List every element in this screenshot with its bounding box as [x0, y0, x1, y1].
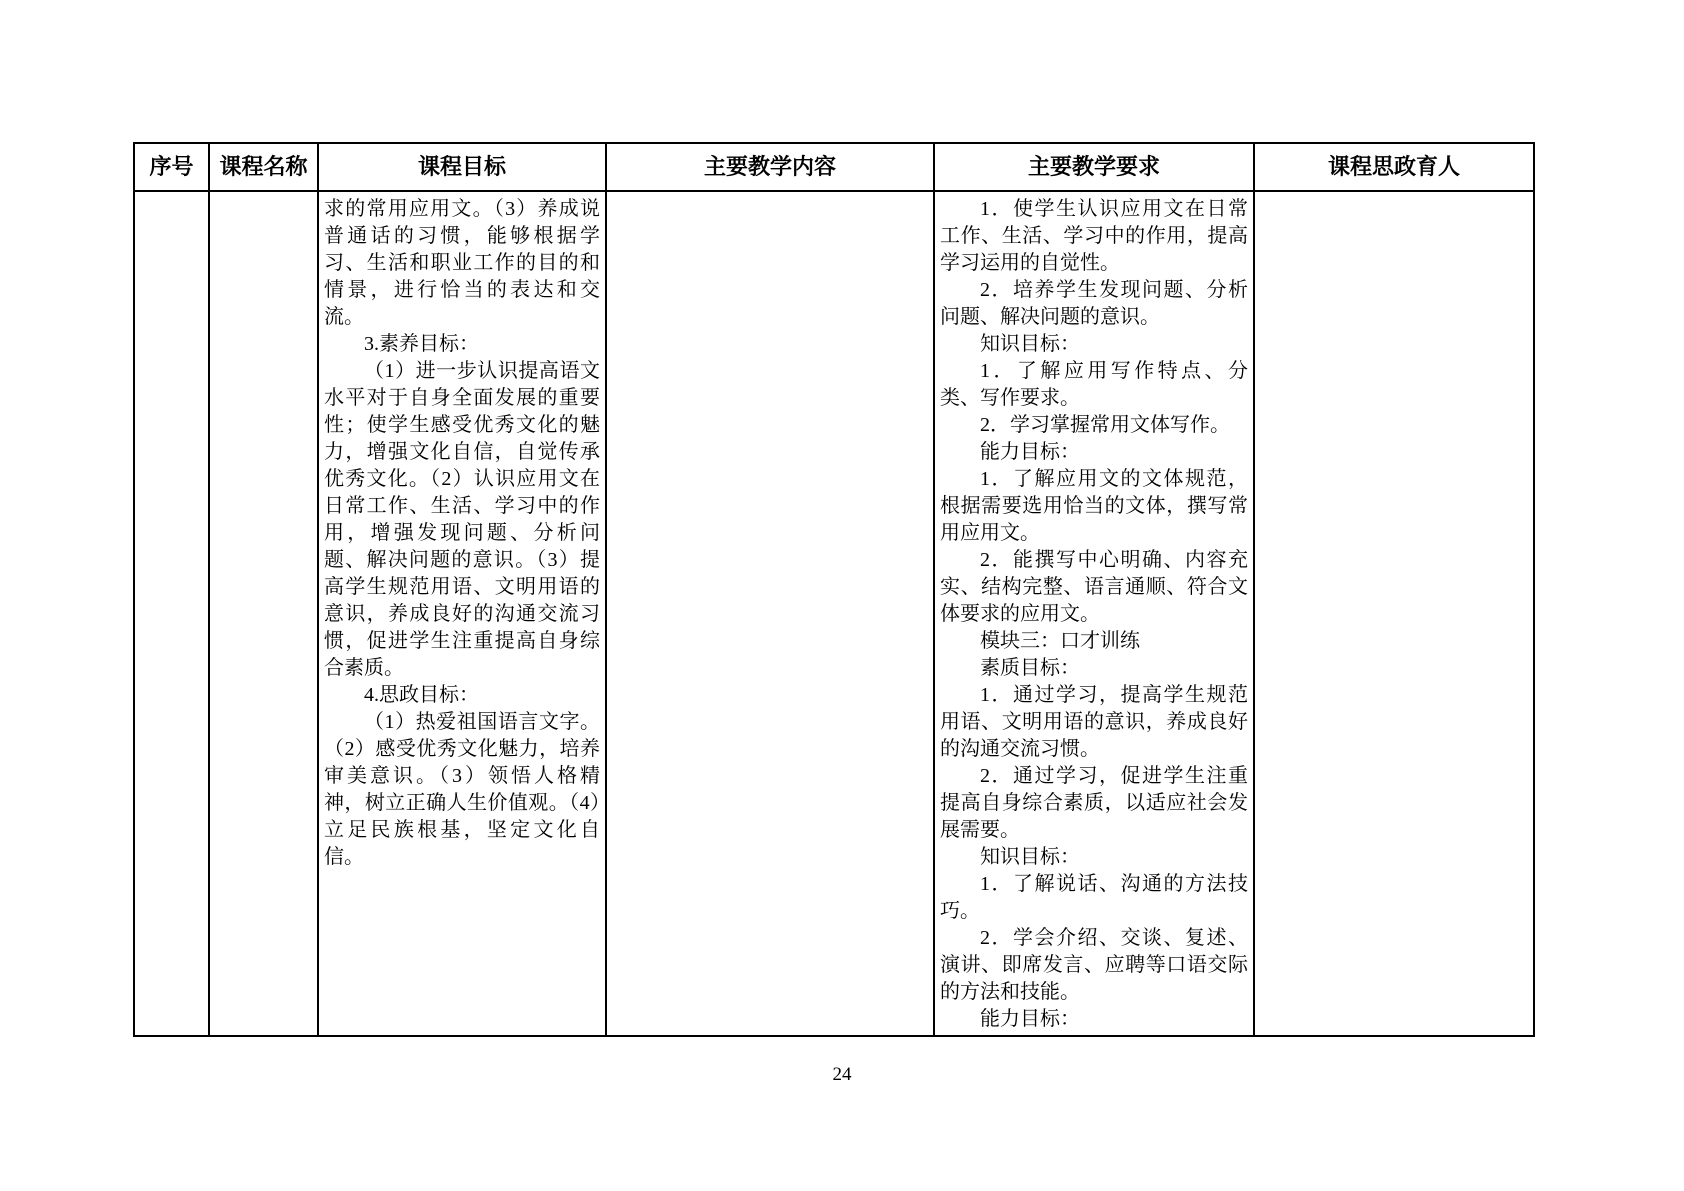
paragraph: 4.思政目标：	[364, 684, 479, 706]
paragraph: 模块三：口才训练	[980, 630, 1140, 652]
paragraph: 素质目标：	[980, 657, 1080, 679]
paragraph: 1．了解应用文的文体规范，根据需要选用恰当的文体，撰写常用应用文。	[940, 468, 1248, 544]
header-cell-teaching-content: 主要教学内容	[606, 143, 934, 191]
cell-teaching-content	[606, 191, 934, 1036]
cell-index-text	[135, 192, 208, 198]
cell-ideological-education	[1254, 191, 1534, 1036]
paragraph: （1）进一步认识提高语文水平对于自身全面发展的重要性；使学生感受优秀文化的魅力，增强文化自信，自觉传承优秀文化。（2）认识应用文在日常工作、生活、学习中的作用，增强发现问题、分析问题、解决问题的意识。（3）提高学生规范用语、文明用语的意识，养成良好的沟通交流习惯，促进学生注重提高自身综合素质。	[324, 360, 600, 679]
page-number: 24	[832, 1064, 852, 1085]
paragraph: 3.素养目标：	[364, 333, 479, 355]
cell-teaching-requirements	[934, 191, 1254, 1036]
course-objectives-text	[319, 192, 605, 873]
cell-ideological-education-text	[1255, 192, 1533, 198]
paragraph: 1．使学生认识应用文在日常工作、生活、学习中的作用，提高学习运用的自觉性。	[940, 198, 1248, 274]
header-cell-ideological-education: 课程思政育人	[1254, 143, 1534, 191]
paragraph: 知识目标：	[980, 846, 1080, 868]
paragraph: 1．通过学习，提高学生规范用语、文明用语的意识，养成良好的沟通交流习惯。	[940, 684, 1248, 760]
header-cell-teaching-requirements: 主要教学要求	[934, 143, 1254, 191]
cell-course-name-text	[210, 192, 317, 198]
curriculum-table	[133, 142, 1535, 1037]
paragraph: 1．了解应用写作特点、分类、写作要求。	[940, 360, 1248, 409]
paragraph: 2．培养学生发现问题、分析问题、解决问题的意识。	[940, 279, 1248, 328]
cell-index	[134, 191, 209, 1036]
paragraph: （1）热爱祖国语言文字。（2）感受优秀文化魅力，培养审美意识。（3）领悟人格精神，树立正确人生价值观。（4）立足民族根基，坚定文化自信。	[324, 711, 600, 868]
paragraph: 2．学习掌握常用文体写作。	[980, 414, 1230, 436]
paragraph: 求的常用应用文。（3）养成说普通话的习惯，能够根据学习、生活和职业工作的目的和情景，进行恰当的表达和交流。	[324, 198, 600, 328]
paragraph: 2．能撰写中心明确、内容充实、结构完整、语言通顺、符合文体要求的应用文。	[940, 549, 1248, 625]
paragraph: 1．了解说话、沟通的方法技巧。	[940, 873, 1248, 922]
header-cell-course-name: 课程名称	[209, 143, 318, 191]
header-cell-index: 序号	[134, 143, 209, 191]
cell-teaching-content-text	[607, 192, 933, 198]
paragraph: 2．通过学习，促进学生注重提高自身综合素质，以适应社会发展需要。	[940, 765, 1248, 841]
table-header-row	[134, 143, 1534, 191]
paragraph: 知识目标：	[980, 333, 1080, 355]
teaching-requirements-text	[935, 192, 1253, 1035]
cell-course-objectives	[318, 191, 606, 1036]
paragraph: 能力目标：	[980, 1008, 1080, 1030]
header-cell-course-objectives: 课程目标	[318, 143, 606, 191]
paragraph: 能力目标：	[980, 441, 1080, 463]
paragraph: 2．学会介绍、交谈、复述、演讲、即席发言、应聘等口语交际的方法和技能。	[940, 927, 1248, 1003]
cell-course-name	[209, 191, 318, 1036]
table-row	[134, 191, 1534, 1036]
